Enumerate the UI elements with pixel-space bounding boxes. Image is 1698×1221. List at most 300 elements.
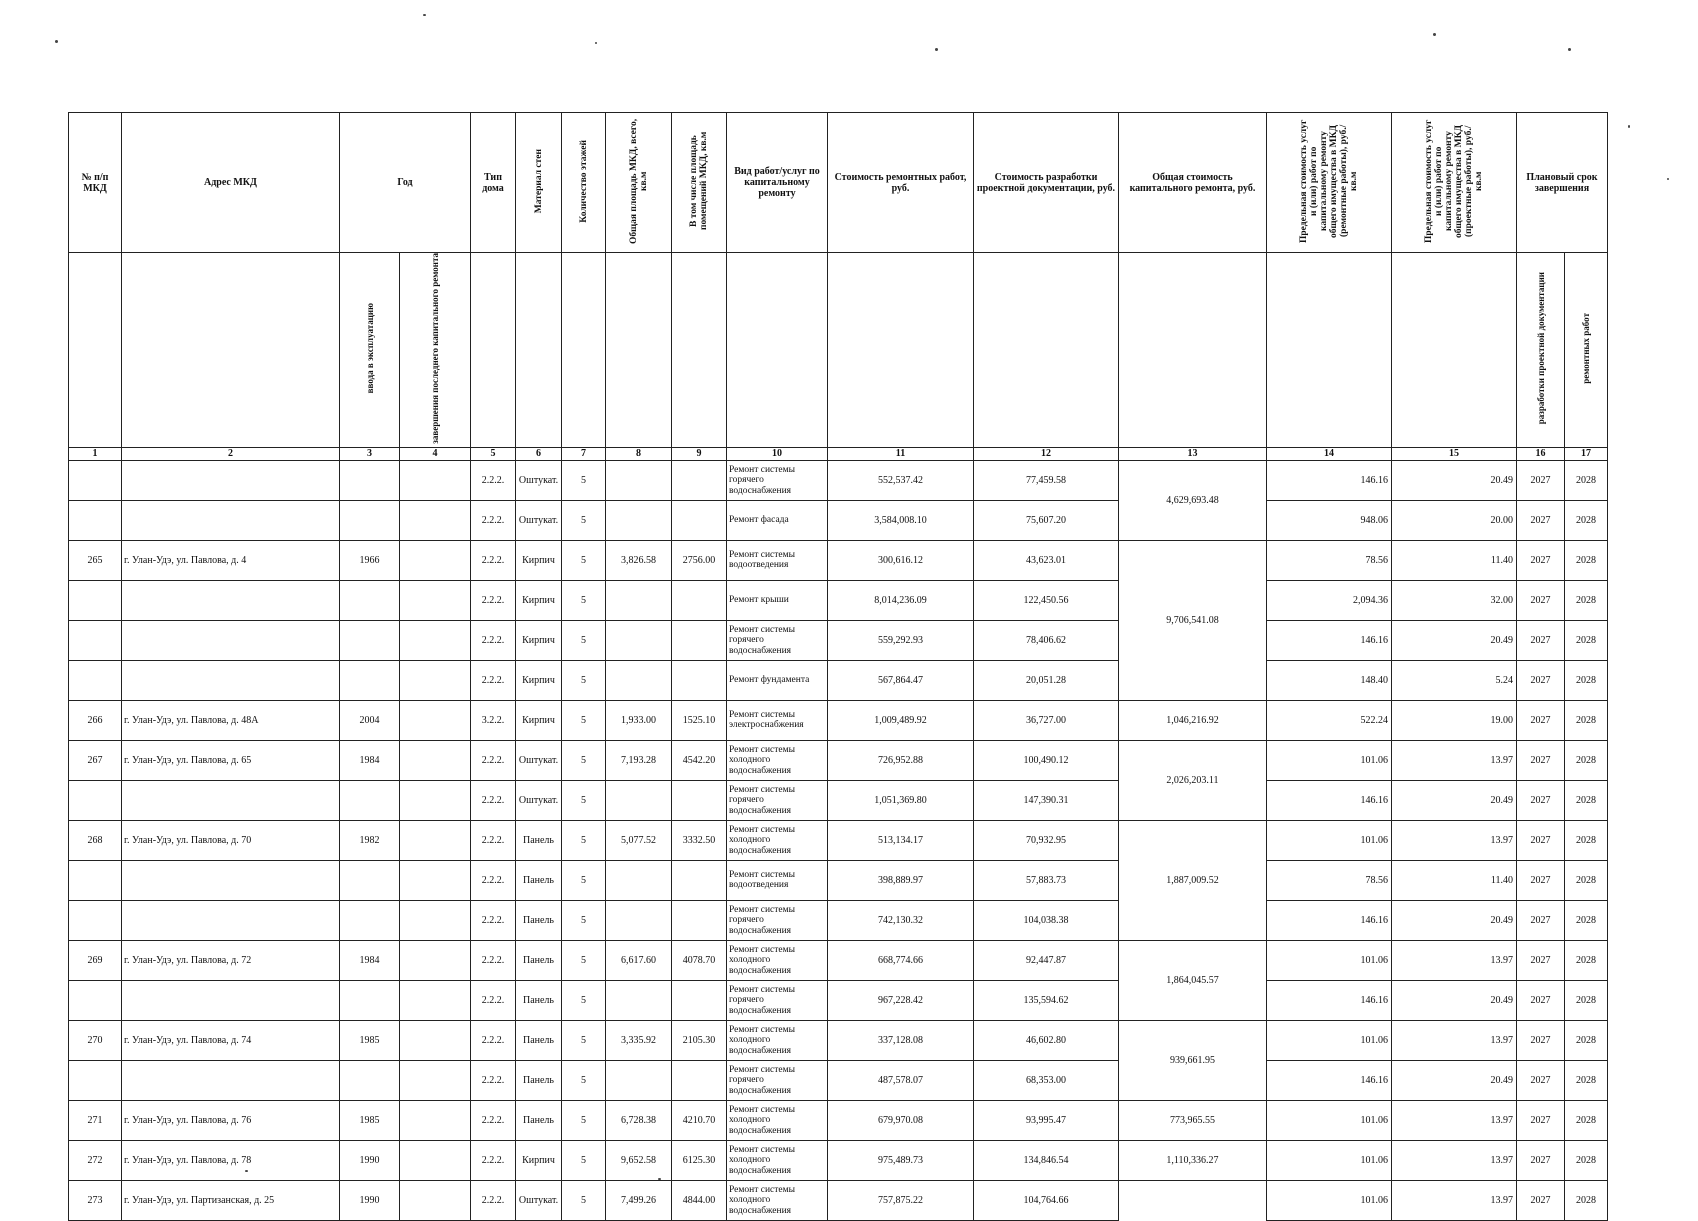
row-limit-repair: 101.06: [1267, 940, 1392, 980]
row-design-cost: 75,607.20: [974, 500, 1119, 540]
row-total-area: [606, 660, 672, 700]
column-number: 5: [471, 447, 516, 460]
row-address: г. Улан-Удэ, ул. Павлова, д. 4: [122, 540, 340, 580]
row-plan-repair: 2028: [1565, 460, 1608, 500]
row-room-area: 4844.00: [672, 1180, 727, 1220]
row-house-type: 2.2.2.: [471, 900, 516, 940]
row-room-area: [672, 900, 727, 940]
row-plan-design: 2027: [1517, 1020, 1565, 1060]
table-row: [69, 820, 1608, 860]
column-number: 1: [69, 447, 122, 460]
row-total-area: 3,335.92: [606, 1020, 672, 1060]
row-repair-cost: 668,774.66: [828, 940, 974, 980]
row-year-last-repair: [400, 700, 471, 740]
row-plan-repair: 2028: [1565, 940, 1608, 980]
row-plan-repair: 2028: [1565, 1140, 1608, 1180]
row-design-cost: 43,623.01: [974, 540, 1119, 580]
column-number: 8: [606, 447, 672, 460]
header-plan-deadline: Плановый срок завершения: [1517, 113, 1608, 253]
scan-speck: [423, 14, 426, 16]
row-number: [69, 860, 122, 900]
row-total-area: 9,652.58: [606, 1140, 672, 1180]
row-wall-material: Оштукат.: [516, 460, 562, 500]
row-number: 266: [69, 700, 122, 740]
row-year-last-repair: [400, 980, 471, 1020]
row-number: 268: [69, 820, 122, 860]
row-wall-material: Оштукат.: [516, 740, 562, 780]
row-floors: 5: [562, 820, 606, 860]
row-design-cost: 46,602.80: [974, 1020, 1119, 1060]
row-number: 272: [69, 1140, 122, 1180]
row-repair-cost: 552,537.42: [828, 460, 974, 500]
row-address: [122, 580, 340, 620]
row-year-last-repair: [400, 900, 471, 940]
header-sub-empty: [1267, 253, 1392, 448]
row-number: [69, 660, 122, 700]
row-total-area: [606, 460, 672, 500]
row-year-last-repair: [400, 1100, 471, 1140]
row-address: [122, 500, 340, 540]
row-limit-design: 13.97: [1392, 820, 1517, 860]
row-total-area: 5,077.52: [606, 820, 672, 860]
row-limit-design: 13.97: [1392, 740, 1517, 780]
header-limit-design: Предельная стоимость услуг и (или) работ по капитальному ремонту общего имущества в МКД (проектные работы), руб./кв.м: [1392, 113, 1517, 253]
row-plan-design: 2027: [1517, 740, 1565, 780]
row-wall-material: Кирпич: [516, 620, 562, 660]
table-row: [69, 500, 1608, 540]
row-work-type: Ремонт крыши: [727, 580, 828, 620]
table-row: [69, 860, 1608, 900]
row-room-area: 4210.70: [672, 1100, 727, 1140]
row-repair-cost: 975,489.73: [828, 1140, 974, 1180]
table-row: [69, 700, 1608, 740]
column-number: 7: [562, 447, 606, 460]
row-work-type: Ремонт фундамента: [727, 660, 828, 700]
table-row: [69, 1140, 1608, 1180]
row-wall-material: Кирпич: [516, 540, 562, 580]
row-plan-repair: 2028: [1565, 780, 1608, 820]
row-wall-material: Оштукат.: [516, 500, 562, 540]
row-limit-repair: 101.06: [1267, 1180, 1392, 1220]
row-total-area: [606, 900, 672, 940]
row-work-type: Ремонт системы электроснабжения: [727, 700, 828, 740]
row-floors: 5: [562, 860, 606, 900]
row-plan-repair: 2028: [1565, 900, 1608, 940]
row-limit-design: 11.40: [1392, 540, 1517, 580]
row-work-type: Ремонт системы холодного водоснабжения: [727, 820, 828, 860]
row-floors: 5: [562, 940, 606, 980]
row-work-type: Ремонт системы горячего водоснабжения: [727, 620, 828, 660]
row-number: [69, 1060, 122, 1100]
row-house-type: 2.2.2.: [471, 1180, 516, 1220]
row-year-last-repair: [400, 940, 471, 980]
row-design-cost: 77,459.58: [974, 460, 1119, 500]
row-plan-design: 2027: [1517, 460, 1565, 500]
row-year-last-repair: [400, 580, 471, 620]
row-year-commissioning: [340, 900, 400, 940]
row-limit-design: 13.97: [1392, 1140, 1517, 1180]
header-sub-empty: [562, 253, 606, 448]
row-limit-design: 20.49: [1392, 620, 1517, 660]
row-total-area: [606, 580, 672, 620]
row-limit-repair: 146.16: [1267, 1060, 1392, 1100]
row-limit-repair: 78.56: [1267, 860, 1392, 900]
row-house-type: 2.2.2.: [471, 620, 516, 660]
row-design-cost: 147,390.31: [974, 780, 1119, 820]
row-limit-design: 19.00: [1392, 700, 1517, 740]
row-house-type: 2.2.2.: [471, 780, 516, 820]
column-number: 9: [672, 447, 727, 460]
header-wall-material: Материал стен: [516, 113, 562, 253]
row-house-type: 2.2.2.: [471, 500, 516, 540]
row-limit-repair: 948.06: [1267, 500, 1392, 540]
column-number: 11: [828, 447, 974, 460]
row-number: [69, 900, 122, 940]
row-wall-material: Оштукат.: [516, 1180, 562, 1220]
row-year-last-repair: [400, 540, 471, 580]
table-row: [69, 740, 1608, 780]
table-row: [69, 660, 1608, 700]
row-plan-repair: 2028: [1565, 860, 1608, 900]
table-row: [69, 1100, 1608, 1140]
row-repair-cost: 487,578.07: [828, 1060, 974, 1100]
row-total-area: [606, 860, 672, 900]
row-year-last-repair: [400, 660, 471, 700]
row-house-type: 2.2.2.: [471, 460, 516, 500]
row-repair-cost: 1,009,489.92: [828, 700, 974, 740]
row-limit-repair: 101.06: [1267, 1100, 1392, 1140]
row-room-area: 2105.30: [672, 1020, 727, 1060]
row-design-cost: 68,353.00: [974, 1060, 1119, 1100]
row-limit-design: 13.97: [1392, 1180, 1517, 1220]
row-total-cost: 939,661.95: [1119, 1020, 1267, 1100]
row-plan-repair: 2028: [1565, 820, 1608, 860]
row-limit-repair: 146.16: [1267, 980, 1392, 1020]
row-repair-cost: 679,970.08: [828, 1100, 974, 1140]
table-row: [69, 900, 1608, 940]
row-total-cost: 4,629,693.48: [1119, 460, 1267, 540]
row-number: 269: [69, 940, 122, 980]
row-work-type: Ремонт системы холодного водоснабжения: [727, 1100, 828, 1140]
row-plan-design: 2027: [1517, 1180, 1565, 1220]
header-address: Адрес МКД: [122, 113, 340, 253]
row-plan-repair: 2028: [1565, 620, 1608, 660]
row-year-commissioning: [340, 620, 400, 660]
row-floors: 5: [562, 1100, 606, 1140]
row-work-type: Ремонт системы горячего водоснабжения: [727, 980, 828, 1020]
row-wall-material: Панель: [516, 1060, 562, 1100]
row-year-commissioning: 1984: [340, 740, 400, 780]
row-wall-material: Панель: [516, 860, 562, 900]
header-floors: Количество этажей: [562, 113, 606, 253]
header-sub-empty: [69, 253, 122, 448]
row-total-cost: [1119, 1180, 1267, 1220]
row-floors: 5: [562, 580, 606, 620]
row-house-type: 2.2.2.: [471, 1140, 516, 1180]
row-room-area: [672, 460, 727, 500]
row-floors: 5: [562, 620, 606, 660]
row-wall-material: Оштукат.: [516, 780, 562, 820]
row-wall-material: Кирпич: [516, 700, 562, 740]
row-room-area: [672, 660, 727, 700]
row-design-cost: 135,594.62: [974, 980, 1119, 1020]
table-row: [69, 460, 1608, 500]
row-floors: 5: [562, 1140, 606, 1180]
row-plan-design: 2027: [1517, 820, 1565, 860]
header-sub-empty: [727, 253, 828, 448]
row-address: г. Улан-Удэ, ул. Павлова, д. 65: [122, 740, 340, 780]
row-room-area: 4078.70: [672, 940, 727, 980]
row-address: г. Улан-Удэ, ул. Павлова, д. 74: [122, 1020, 340, 1060]
header-year-last-repair: завершения последнего капитального ремонта: [400, 253, 471, 448]
row-total-cost: 1,864,045.57: [1119, 940, 1267, 1020]
row-house-type: 3.2.2.: [471, 700, 516, 740]
row-wall-material: Панель: [516, 900, 562, 940]
column-number: 14: [1267, 447, 1392, 460]
row-year-last-repair: [400, 820, 471, 860]
row-number: [69, 620, 122, 660]
row-limit-repair: 2,094.36: [1267, 580, 1392, 620]
header-plan-design: разработки проектной документации: [1517, 253, 1565, 448]
column-number: 3: [340, 447, 400, 460]
row-plan-repair: 2028: [1565, 1020, 1608, 1060]
row-address: [122, 620, 340, 660]
row-repair-cost: 967,228.42: [828, 980, 974, 1020]
row-design-cost: 134,846.54: [974, 1140, 1119, 1180]
row-year-last-repair: [400, 780, 471, 820]
row-number: [69, 580, 122, 620]
row-year-commissioning: 1990: [340, 1140, 400, 1180]
row-total-area: 1,933.00: [606, 700, 672, 740]
row-repair-cost: 559,292.93: [828, 620, 974, 660]
row-plan-repair: 2028: [1565, 660, 1608, 700]
row-house-type: 2.2.2.: [471, 1100, 516, 1140]
row-limit-repair: 101.06: [1267, 1020, 1392, 1060]
header-design-cost: Стоимость разработки проектной документации, руб.: [974, 113, 1119, 253]
row-plan-design: 2027: [1517, 1100, 1565, 1140]
row-year-commissioning: [340, 660, 400, 700]
row-year-commissioning: 1966: [340, 540, 400, 580]
row-wall-material: Панель: [516, 1100, 562, 1140]
header-year-commissioning: ввода в эксплуатацию: [340, 253, 400, 448]
row-total-area: [606, 780, 672, 820]
row-number: [69, 780, 122, 820]
row-repair-cost: 300,616.12: [828, 540, 974, 580]
row-design-cost: 20,051.28: [974, 660, 1119, 700]
row-house-type: 2.2.2.: [471, 1060, 516, 1100]
row-room-area: 1525.10: [672, 700, 727, 740]
row-house-type: 2.2.2.: [471, 860, 516, 900]
row-design-cost: 78,406.62: [974, 620, 1119, 660]
row-limit-repair: 522.24: [1267, 700, 1392, 740]
row-total-area: [606, 1060, 672, 1100]
row-year-commissioning: 1982: [340, 820, 400, 860]
header-total-area: Общая площадь МКД, всего, кв.м: [606, 113, 672, 253]
row-year-commissioning: [340, 580, 400, 620]
row-address: г. Улан-Удэ, ул. Павлова, д. 78: [122, 1140, 340, 1180]
row-limit-design: 13.97: [1392, 940, 1517, 980]
row-year-last-repair: [400, 620, 471, 660]
row-number: 270: [69, 1020, 122, 1060]
row-design-cost: 70,932.95: [974, 820, 1119, 860]
header-repair-cost: Стоимость ремонтных работ, руб.: [828, 113, 974, 253]
row-year-commissioning: [340, 1060, 400, 1100]
row-year-commissioning: [340, 500, 400, 540]
row-work-type: Ремонт системы холодного водоснабжения: [727, 1140, 828, 1180]
row-design-cost: 93,995.47: [974, 1100, 1119, 1140]
row-limit-repair: 101.06: [1267, 740, 1392, 780]
header-limit-repair: Предельная стоимость услуг и (или) работ по капитальному ремонту общего имущества в МКД (ремонтные работы), руб./кв.м: [1267, 113, 1392, 253]
row-total-area: 6,617.60: [606, 940, 672, 980]
row-floors: 5: [562, 780, 606, 820]
column-number: 16: [1517, 447, 1565, 460]
row-repair-cost: 8,014,236.09: [828, 580, 974, 620]
row-plan-design: 2027: [1517, 620, 1565, 660]
scan-speck: [658, 1178, 661, 1180]
row-plan-design: 2027: [1517, 1060, 1565, 1100]
column-number: 10: [727, 447, 828, 460]
header-house-type: Тип дома: [471, 113, 516, 253]
row-address: г. Улан-Удэ, ул. Павлова, д. 72: [122, 940, 340, 980]
row-plan-design: 2027: [1517, 940, 1565, 980]
row-year-last-repair: [400, 1060, 471, 1100]
row-house-type: 2.2.2.: [471, 820, 516, 860]
row-floors: 5: [562, 1060, 606, 1100]
row-floors: 5: [562, 900, 606, 940]
row-floors: 5: [562, 660, 606, 700]
row-room-area: 6125.30: [672, 1140, 727, 1180]
row-room-area: [672, 620, 727, 660]
scan-speck: [935, 48, 938, 51]
column-number: 13: [1119, 447, 1267, 460]
row-year-commissioning: 1985: [340, 1100, 400, 1140]
row-total-area: 6,728.38: [606, 1100, 672, 1140]
row-work-type: Ремонт фасада: [727, 500, 828, 540]
row-number: [69, 460, 122, 500]
row-year-commissioning: [340, 860, 400, 900]
scan-speck: [1433, 33, 1436, 36]
scan-speck: [245, 1170, 248, 1172]
row-year-last-repair: [400, 1140, 471, 1180]
row-work-type: Ремонт системы холодного водоснабжения: [727, 1180, 828, 1220]
row-limit-design: 13.97: [1392, 1020, 1517, 1060]
row-year-last-repair: [400, 1020, 471, 1060]
column-number: 6: [516, 447, 562, 460]
row-design-cost: 92,447.87: [974, 940, 1119, 980]
row-room-area: [672, 980, 727, 1020]
row-wall-material: Панель: [516, 980, 562, 1020]
table-row: [69, 540, 1608, 580]
row-design-cost: 100,490.12: [974, 740, 1119, 780]
column-number: 15: [1392, 447, 1517, 460]
row-floors: 5: [562, 1180, 606, 1220]
row-limit-design: 20.49: [1392, 900, 1517, 940]
row-plan-repair: 2028: [1565, 540, 1608, 580]
row-total-area: [606, 980, 672, 1020]
row-design-cost: 122,450.56: [974, 580, 1119, 620]
column-number: 17: [1565, 447, 1608, 460]
column-number: 4: [400, 447, 471, 460]
row-year-commissioning: [340, 460, 400, 500]
row-year-commissioning: 1984: [340, 940, 400, 980]
row-year-last-repair: [400, 460, 471, 500]
row-repair-cost: 757,875.22: [828, 1180, 974, 1220]
header-work-type: Вид работ/услуг по капитальному ремонту: [727, 113, 828, 253]
row-year-commissioning: 1985: [340, 1020, 400, 1060]
row-address: [122, 980, 340, 1020]
row-plan-repair: 2028: [1565, 1100, 1608, 1140]
row-plan-design: 2027: [1517, 1140, 1565, 1180]
row-limit-design: 20.49: [1392, 1060, 1517, 1100]
row-year-commissioning: 1990: [340, 1180, 400, 1220]
row-floors: 5: [562, 460, 606, 500]
row-total-cost: 1,046,216.92: [1119, 700, 1267, 740]
row-floors: 5: [562, 740, 606, 780]
row-plan-design: 2027: [1517, 540, 1565, 580]
header-room-area: В том числе площадь помещений МКД, кв.м: [672, 113, 727, 253]
header-sub-empty: [516, 253, 562, 448]
row-total-area: 7,499.26: [606, 1180, 672, 1220]
row-repair-cost: 337,128.08: [828, 1020, 974, 1060]
table-row: [69, 940, 1608, 980]
row-plan-design: 2027: [1517, 500, 1565, 540]
row-work-type: Ремонт системы горячего водоснабжения: [727, 1060, 828, 1100]
row-floors: 5: [562, 980, 606, 1020]
row-wall-material: Панель: [516, 1020, 562, 1060]
row-work-type: Ремонт системы водоотведения: [727, 860, 828, 900]
row-number: [69, 500, 122, 540]
header-sub-empty: [828, 253, 974, 448]
row-total-cost: 9,706,541.08: [1119, 540, 1267, 700]
row-total-cost: 773,965.55: [1119, 1100, 1267, 1140]
row-room-area: 4542.20: [672, 740, 727, 780]
row-total-cost: 2,026,203.11: [1119, 740, 1267, 820]
row-number: 265: [69, 540, 122, 580]
row-year-commissioning: [340, 780, 400, 820]
row-repair-cost: 726,952.88: [828, 740, 974, 780]
table-row: [69, 1180, 1608, 1220]
row-plan-repair: 2028: [1565, 980, 1608, 1020]
column-number-row: [69, 447, 1608, 460]
row-work-type: Ремонт системы горячего водоснабжения: [727, 780, 828, 820]
row-room-area: 2756.00: [672, 540, 727, 580]
row-house-type: 2.2.2.: [471, 580, 516, 620]
table-row: [69, 620, 1608, 660]
row-number: 273: [69, 1180, 122, 1220]
row-limit-design: 20.49: [1392, 980, 1517, 1020]
row-design-cost: 104,764.66: [974, 1180, 1119, 1220]
column-number: 12: [974, 447, 1119, 460]
header-plan-repair: ремонтных работ: [1565, 253, 1608, 448]
row-year-last-repair: [400, 1180, 471, 1220]
row-limit-repair: 101.06: [1267, 1140, 1392, 1180]
scan-speck: [1628, 125, 1630, 128]
row-address: [122, 660, 340, 700]
scan-speck: [55, 40, 58, 43]
scan-speck: [1667, 178, 1669, 180]
row-work-type: Ремонт системы горячего водоснабжения: [727, 460, 828, 500]
row-limit-repair: 146.16: [1267, 620, 1392, 660]
header-sub-empty: [974, 253, 1119, 448]
table-row: [69, 1020, 1608, 1060]
row-plan-repair: 2028: [1565, 1180, 1608, 1220]
row-wall-material: Панель: [516, 940, 562, 980]
header-sub-empty: [1119, 253, 1267, 448]
row-address: г. Улан-Удэ, ул. Павлова, д. 48А: [122, 700, 340, 740]
row-number: [69, 980, 122, 1020]
row-repair-cost: 1,051,369.80: [828, 780, 974, 820]
row-address: [122, 900, 340, 940]
